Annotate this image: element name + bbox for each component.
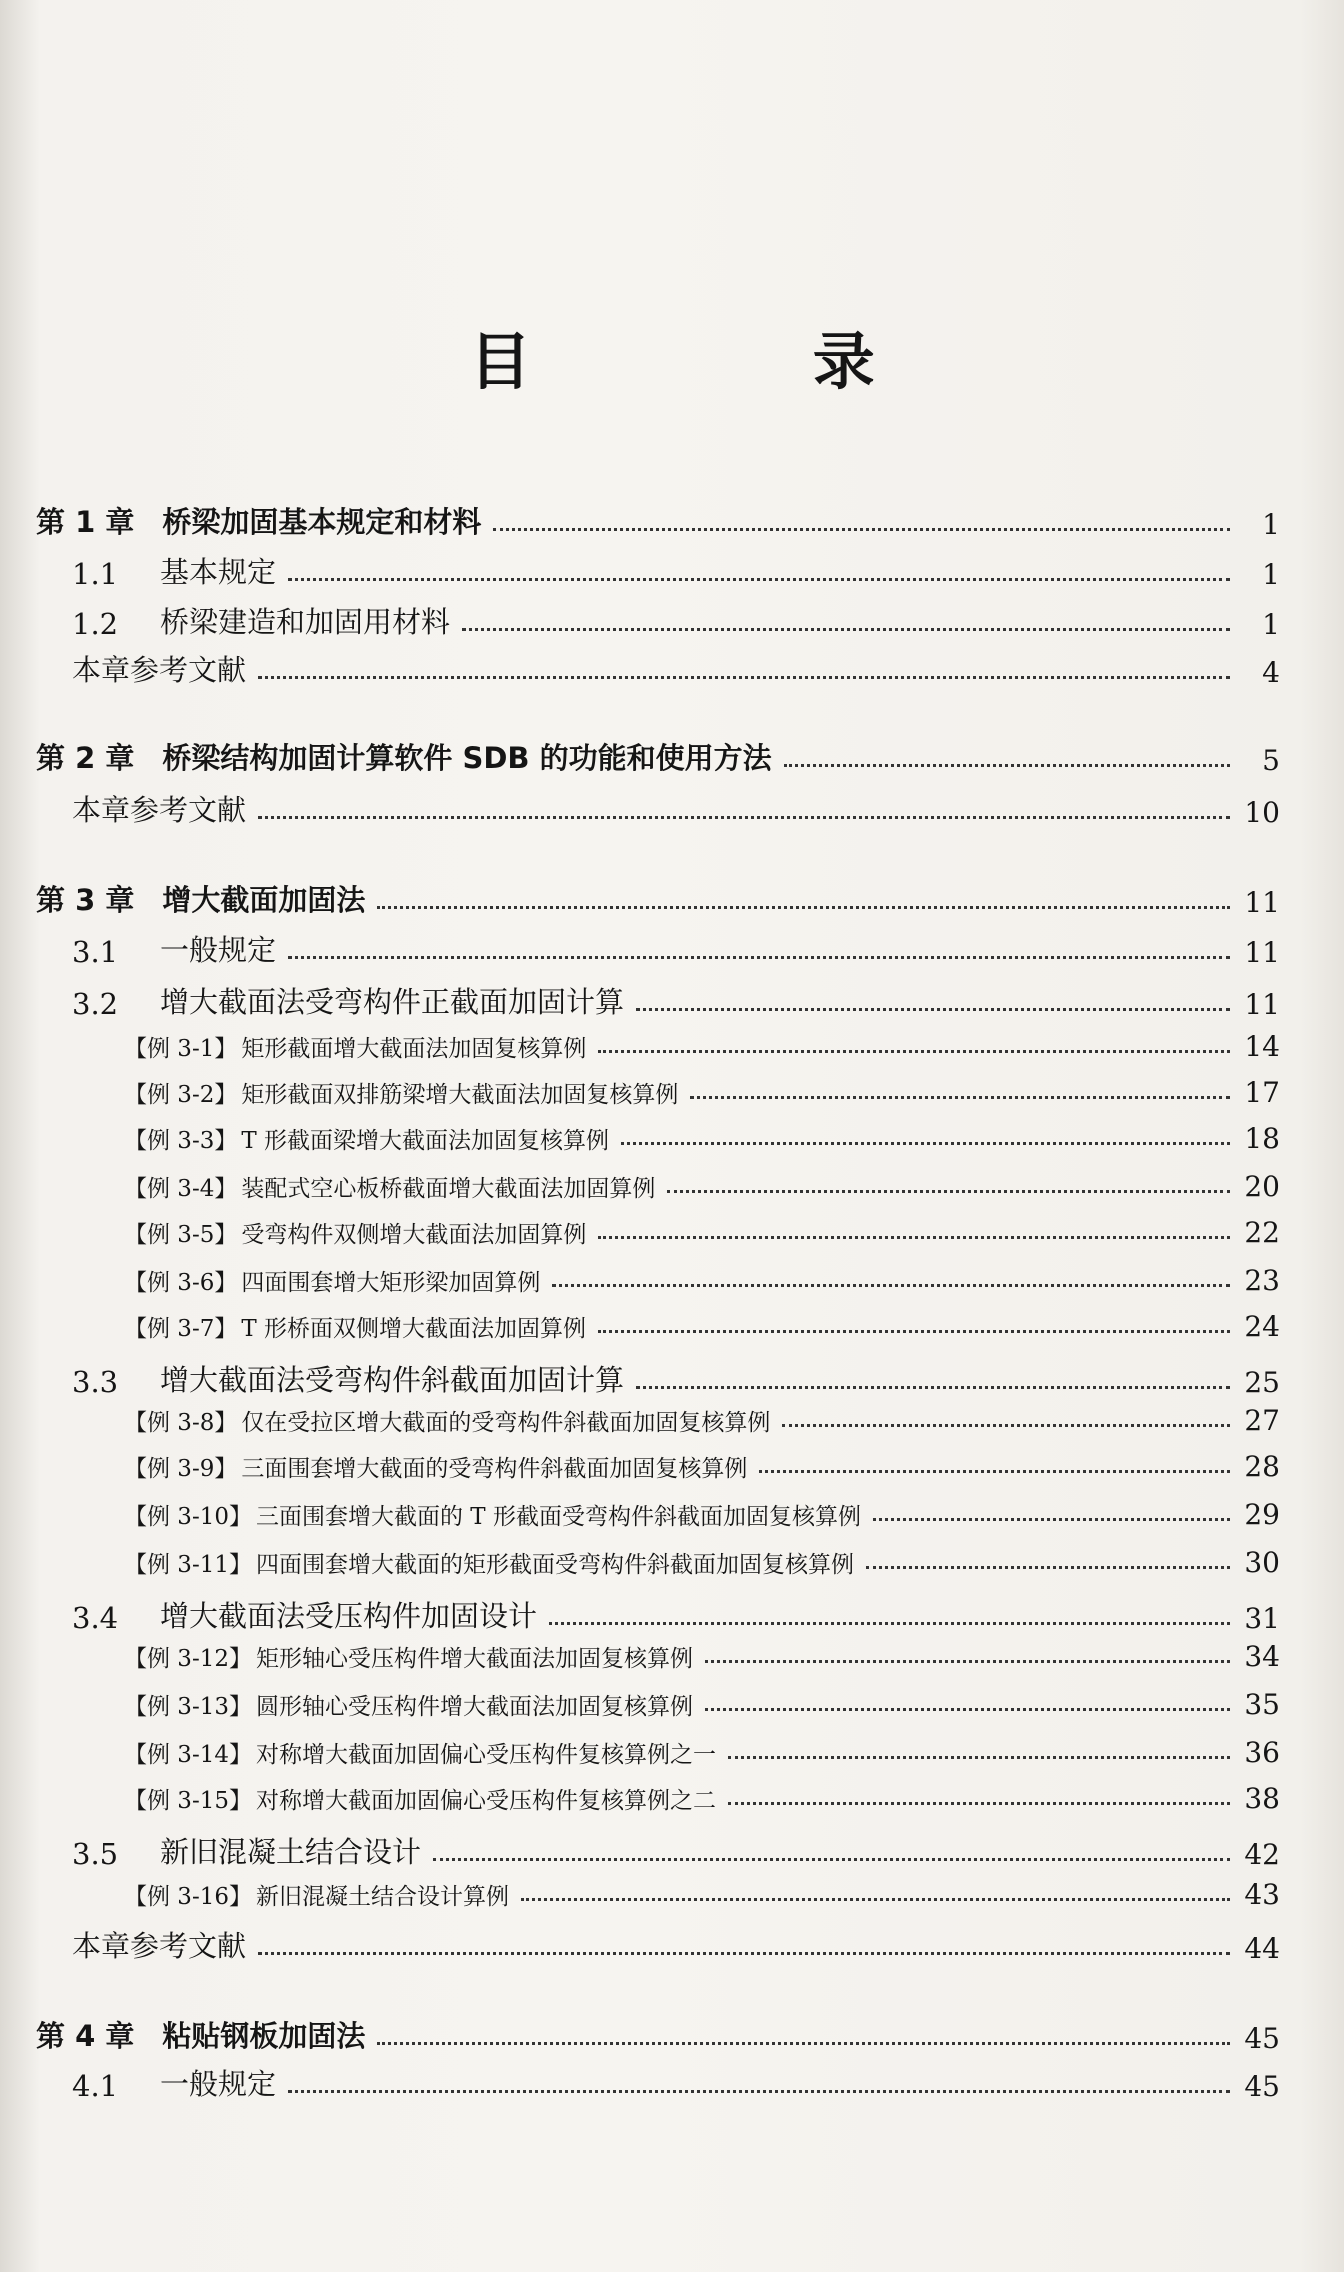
- dot-leader: [549, 1622, 1230, 1625]
- toc-entry-page-number: 22: [1244, 1216, 1280, 1249]
- toc-entry-title: 新旧混凝土结合设计算例: [255, 1884, 509, 1910]
- toc-entry-page-number: 1: [1262, 508, 1280, 541]
- toc-entry-title: 增大截面法受弯构件正截面加固计算: [160, 985, 625, 1019]
- toc-entry-number: 3.2: [72, 987, 119, 1021]
- toc-entry-page-number: 31: [1244, 1602, 1280, 1635]
- toc-entry-number: 【例 3-1】: [124, 1036, 238, 1062]
- toc-chapter-entry[interactable]: [36, 878, 1280, 919]
- toc-entry-page-number: 1: [1262, 558, 1280, 591]
- toc-entry-page-number: 45: [1244, 2022, 1280, 2055]
- toc-example-entry[interactable]: [124, 1640, 1280, 1673]
- toc-entry-title: 增大截面加固法: [162, 883, 366, 917]
- toc-entry-page-number: 11: [1244, 988, 1280, 1021]
- toc-entry-title: 增大截面法受压构件加固设计: [160, 1599, 538, 1633]
- toc-entry-number: 3.3: [72, 1365, 119, 1399]
- toc-ref-entry[interactable]: [72, 1924, 1280, 1965]
- dot-leader: [728, 1802, 1230, 1805]
- toc-entry-number: 【例 3-3】: [124, 1128, 238, 1154]
- toc-entry-title: 基本规定: [160, 555, 277, 589]
- toc-entry-number: 【例 3-13】: [124, 1694, 252, 1720]
- toc-entry-title: 装配式空心板桥截面增大截面法加固算例: [241, 1176, 656, 1202]
- dot-leader: [667, 1190, 1230, 1193]
- toc-entry-title: T 形桥面双侧增大截面法加固算例: [241, 1316, 587, 1342]
- toc-entry-title: 粘贴钢板加固法: [162, 2019, 366, 2053]
- toc-entry-title: 矩形截面双排筋梁增大截面法加固复核算例: [241, 1082, 679, 1108]
- toc-chapter-entry[interactable]: [36, 500, 1280, 541]
- dot-leader: [636, 1008, 1230, 1011]
- toc-ref-entry[interactable]: [72, 648, 1280, 689]
- toc-entry-title: 对称增大截面加固偏心受压构件复核算例之二: [255, 1788, 716, 1814]
- toc-example-entry[interactable]: [124, 1076, 1280, 1109]
- toc-entry-page-number: 4: [1262, 656, 1280, 689]
- toc-section-entry[interactable]: [72, 928, 1280, 969]
- toc-example-entry[interactable]: [124, 1264, 1280, 1297]
- toc-entry-page-number: 24: [1244, 1310, 1280, 1343]
- toc-entry-number: 【例 3-16】: [124, 1884, 252, 1910]
- dot-leader: [377, 906, 1230, 909]
- dot-leader: [598, 1330, 1230, 1333]
- toc-entry-title: 桥梁加固基本规定和材料: [162, 505, 482, 539]
- dot-leader: [552, 1284, 1230, 1287]
- dot-leader: [705, 1708, 1230, 1711]
- toc-entry-page-number: 10: [1244, 796, 1280, 829]
- toc-entry-title: 本章参考文献: [72, 1929, 247, 1963]
- toc-entry-number: 【例 3-4】: [124, 1176, 238, 1202]
- dot-leader: [288, 578, 1230, 581]
- toc-ref-entry[interactable]: [72, 788, 1280, 829]
- toc-entry-title: 四面围套增大矩形梁加固算例: [241, 1270, 541, 1296]
- toc-example-entry[interactable]: [124, 1310, 1280, 1343]
- toc-example-entry[interactable]: [124, 1170, 1280, 1203]
- toc-entry-page-number: 29: [1244, 1498, 1280, 1531]
- toc-entry-title: 本章参考文献: [72, 793, 247, 827]
- toc-example-entry[interactable]: [124, 1736, 1280, 1769]
- dot-leader: [258, 676, 1230, 679]
- toc-entry-page-number: 30: [1244, 1546, 1280, 1579]
- toc-entry-title: 仅在受拉区增大截面的受弯构件斜截面加固复核算例: [241, 1410, 771, 1436]
- dot-leader: [784, 764, 1230, 767]
- toc-entry-page-number: 43: [1244, 1878, 1280, 1911]
- toc-entry-page-number: 44: [1244, 1932, 1280, 1965]
- toc-entry-page-number: 34: [1244, 1640, 1280, 1673]
- toc-example-entry[interactable]: [124, 1030, 1280, 1063]
- toc-entry-number: 第 4 章: [36, 2019, 135, 2053]
- toc-entry-title: 矩形轴心受压构件增大截面法加固复核算例: [255, 1646, 693, 1672]
- dot-leader: [462, 628, 1230, 631]
- toc-entry-page-number: 18: [1244, 1122, 1280, 1155]
- toc-entry-number: 【例 3-14】: [124, 1742, 252, 1768]
- toc-entry-title: 受弯构件双侧增大截面法加固算例: [241, 1222, 587, 1248]
- dot-leader: [377, 2042, 1230, 2045]
- toc-entry-page-number: 25: [1244, 1366, 1280, 1399]
- toc-entry-page-number: 11: [1244, 886, 1280, 919]
- toc-entry-number: 3.5: [72, 1837, 119, 1871]
- dot-leader: [493, 528, 1230, 531]
- toc-entry-page-number: 28: [1244, 1450, 1280, 1483]
- dot-leader: [759, 1470, 1230, 1473]
- dot-leader: [728, 1756, 1230, 1759]
- toc-entry-title: 三面围套增大截面的 T 形截面受弯构件斜截面加固复核算例: [255, 1504, 861, 1530]
- toc-example-entry[interactable]: [124, 1216, 1280, 1249]
- toc-entry-number: 4.1: [72, 2069, 119, 2103]
- toc-entry-number: 3.4: [72, 1601, 119, 1635]
- toc-example-entry[interactable]: [124, 1498, 1280, 1531]
- toc-entry-title: 圆形轴心受压构件增大截面法加固复核算例: [255, 1694, 693, 1720]
- dot-leader: [598, 1236, 1230, 1239]
- toc-chapter-entry[interactable]: [36, 2014, 1280, 2055]
- toc-example-entry[interactable]: [124, 1450, 1280, 1483]
- toc-entry-number: 【例 3-10】: [124, 1504, 252, 1530]
- toc-section-entry[interactable]: [72, 1358, 1280, 1399]
- toc-entry-title: 一般规定: [160, 933, 277, 967]
- toc-entry-page-number: 11: [1244, 936, 1280, 969]
- toc-entry-page-number: 42: [1244, 1838, 1280, 1871]
- toc-entry-number: 【例 3-8】: [124, 1410, 238, 1436]
- toc-entry-title: 本章参考文献: [72, 653, 247, 687]
- dot-leader: [621, 1142, 1230, 1145]
- toc-entry-number: 【例 3-9】: [124, 1456, 238, 1482]
- toc-entry-title: 桥梁建造和加固用材料: [160, 605, 451, 639]
- toc-entry-number: 1.2: [72, 607, 119, 641]
- dot-leader: [288, 2090, 1230, 2093]
- dot-leader: [705, 1660, 1230, 1663]
- dot-leader: [521, 1898, 1230, 1901]
- toc-example-entry[interactable]: [124, 1688, 1280, 1721]
- toc-entry-page-number: 35: [1244, 1688, 1280, 1721]
- toc-entry-page-number: 23: [1244, 1264, 1280, 1297]
- toc-entry-title: T 形截面梁增大截面法加固复核算例: [241, 1128, 610, 1154]
- toc-entry-page-number: 5: [1262, 744, 1280, 777]
- toc-section-entry[interactable]: [72, 1594, 1280, 1635]
- toc-entry-page-number: 45: [1244, 2070, 1280, 2103]
- toc-entry-page-number: 27: [1244, 1404, 1280, 1437]
- toc-entry-title: 矩形截面增大截面法加固复核算例: [241, 1036, 587, 1062]
- toc-entry-number: 3.1: [72, 935, 119, 969]
- toc-entry-title: 桥梁结构加固计算软件 SDB 的功能和使用方法: [162, 741, 772, 775]
- toc-entry-title: 对称增大截面加固偏心受压构件复核算例之一: [255, 1742, 716, 1768]
- toc-entry-title: 三面围套增大截面的受弯构件斜截面加固复核算例: [241, 1456, 748, 1482]
- toc-entry-page-number: 14: [1244, 1030, 1280, 1063]
- toc-entry-page-number: 1: [1262, 608, 1280, 641]
- toc-entry-number: 【例 3-2】: [124, 1082, 238, 1108]
- toc-entry-number: 第 3 章: [36, 883, 135, 917]
- toc-example-entry[interactable]: [124, 1546, 1280, 1579]
- toc-entry-number: 【例 3-7】: [124, 1316, 238, 1342]
- toc-section-entry[interactable]: [72, 550, 1280, 591]
- toc-entry-title: 增大截面法受弯构件斜截面加固计算: [160, 1363, 625, 1397]
- dot-leader: [258, 1952, 1230, 1955]
- dot-leader: [636, 1386, 1230, 1389]
- toc-entry-page-number: 17: [1244, 1076, 1280, 1109]
- dot-leader: [866, 1566, 1230, 1569]
- toc-example-entry[interactable]: [124, 1404, 1280, 1437]
- toc-entry-page-number: 38: [1244, 1782, 1280, 1815]
- page-title: 目 录: [469, 325, 1005, 398]
- toc-section-entry[interactable]: [72, 2062, 1280, 2103]
- dot-leader: [258, 816, 1230, 819]
- toc-entry-number: 第 1 章: [36, 505, 135, 539]
- toc-entry-number: 【例 3-11】: [124, 1552, 252, 1578]
- toc-section-entry[interactable]: [72, 600, 1280, 641]
- toc-entry-title: 新旧混凝土结合设计: [160, 1835, 422, 1869]
- toc-entry-number: 【例 3-5】: [124, 1222, 238, 1248]
- dot-leader: [598, 1050, 1230, 1053]
- dot-leader: [433, 1858, 1230, 1861]
- toc-entry-number: 第 2 章: [36, 741, 135, 775]
- toc-entry-number: 【例 3-15】: [124, 1788, 252, 1814]
- toc-entry-number: 【例 3-6】: [124, 1270, 238, 1296]
- toc-section-entry[interactable]: [72, 980, 1280, 1021]
- dot-leader: [782, 1424, 1230, 1427]
- toc-example-entry[interactable]: [124, 1122, 1280, 1155]
- toc-entry-number: 1.1: [72, 557, 119, 591]
- toc-section-entry[interactable]: [72, 1830, 1280, 1871]
- toc-example-entry[interactable]: [124, 1878, 1280, 1911]
- toc-entry-title: 一般规定: [160, 2067, 277, 2101]
- dot-leader: [873, 1518, 1230, 1521]
- toc-example-entry[interactable]: [124, 1782, 1280, 1815]
- dot-leader: [288, 956, 1230, 959]
- dot-leader: [690, 1096, 1230, 1099]
- toc-entry-page-number: 36: [1244, 1736, 1280, 1769]
- toc-entry-title: 四面围套增大截面的矩形截面受弯构件斜截面加固复核算例: [255, 1552, 854, 1578]
- toc-entry-number: 【例 3-12】: [124, 1646, 252, 1672]
- toc-entry-page-number: 20: [1244, 1170, 1280, 1203]
- toc-chapter-entry[interactable]: [36, 736, 1280, 777]
